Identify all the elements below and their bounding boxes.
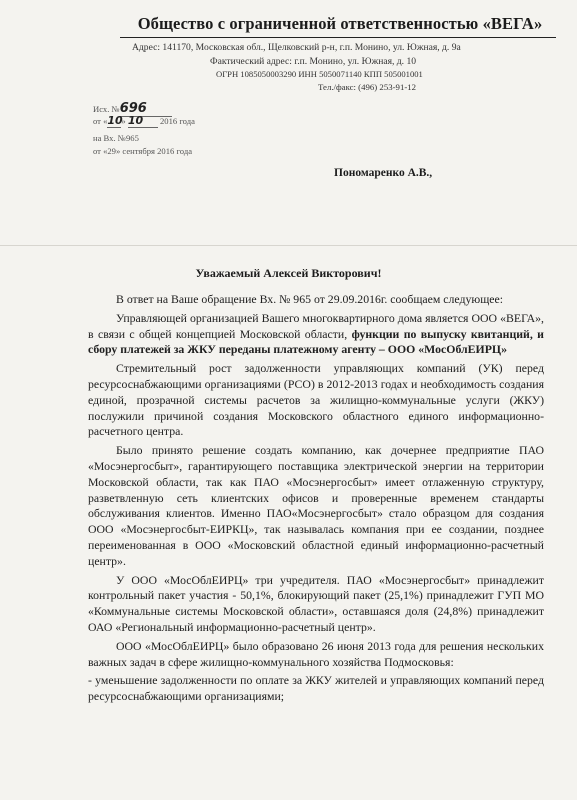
- actual-address: Фактический адрес: г.п. Монино, ул. Южная, д. 10: [210, 56, 417, 67]
- paragraph-4: Было принято решение создать компанию, как дочернее предприятие ПАО «Мосэнергосбыт», гарантирующего поставщика электрической энергии на территории Московской области, так как ПАО «Мосэнергосбыт» имеет отлаженную структуру, разветвленную сеть клиентских офисов и проверенные временем стандарты обслуживания клиентов. Именно ПАО«Мосэнергосбыт» стало образцом для создания ООО «Мосэнергосбыт-ЕИРКЦ», так называлась компания при ее создании, позднее переименованная в ООО «Московский областной единый информационно-расчетный центр».: [88, 443, 544, 568]
- header-divider: [120, 37, 556, 38]
- paragraph-7: - уменьшение задолженности по оплате за ЖКУ жителей и управляющих компаний перед ресурсоснабжающими организациями;: [88, 673, 544, 704]
- outgoing-date: от «10» 10 2016 года: [93, 114, 195, 127]
- addressee: Пономаренко А.В.,: [334, 167, 433, 179]
- outgoing-number-value: 696: [120, 101, 172, 117]
- paragraph-6: ООО «МосОблЕИРЦ» было образовано 26 июня 2013 года для решения нескольких важных задач в сфере жилищно-коммунального хозяйства Подмосковья:: [88, 638, 544, 669]
- paragraph-1: В ответ на Ваше обращение Вх. № 965 от 29.09.2016г. сообщаем следующее:: [116, 292, 504, 306]
- outgoing-month: 10: [128, 114, 158, 128]
- paragraph-5: У ООО «МосОблЕИРЦ» три учредителя. ПАО «Мосэнергосбыт» принадлежит контрольный пакет участия - 50,1%, блокирующий пакет (25,1%) принадлежит ГУП МО «Коммунальные системы Московской области», оставшаяся доля (24,8%) принадлежит ОАО «Региональный информационно-расчетный центр».: [88, 572, 544, 634]
- paragraph-2: [88, 311, 544, 358]
- legal-address: Адрес: 141170, Московская обл., Щелковский р-н, г.п. Монино, ул. Южная, д. 9а: [132, 42, 461, 53]
- registry-numbers: ОГРН 1085050003290 ИНН 5050071140 КПП 505001001: [216, 69, 423, 79]
- incoming-number: на Вх. №965: [93, 133, 139, 143]
- paragraph-3: Стремительный рост задолженности управляющих компаний (УК) перед ресурсоснабжающими организациями (РСО) в 2012-2013 годах и необходимость создания единой, прозрачной системы расчетов за жилищно-коммунальные услуги (ЖКУ) послужили причиной создания Московского областного единого информационно-расчетного центра.: [88, 361, 544, 439]
- incoming-date: от «29» сентября 2016 года: [93, 146, 193, 156]
- outgoing-day: 10: [107, 114, 123, 127]
- phone-fax: Тел./факс: (496) 253-91-12: [318, 82, 417, 92]
- company-name: Общество с ограниченной ответственностью «ВЕГА»: [137, 14, 543, 33]
- outgoing-label: Исх. №: [93, 104, 120, 114]
- paragraph-2-emphasis: функции по выпуску квитанций, и сбору платежей за ЖКУ переданы платежному агенту – ООО «МосОблЕИРЦ»: [88, 326, 544, 357]
- page-fold-line: [0, 245, 577, 246]
- outgoing-date-prefix: от «: [93, 116, 108, 126]
- paragraph-2-text: Управляющей организацией Вашего многоквартирного дома является ООО «ВЕГА», в связи с общей концепцией Московской области,: [88, 310, 544, 341]
- letter-body: [88, 292, 544, 708]
- salutation: Уважаемый Алексей Викторович!: [195, 266, 382, 280]
- outgoing-year: 2016 года: [160, 116, 195, 126]
